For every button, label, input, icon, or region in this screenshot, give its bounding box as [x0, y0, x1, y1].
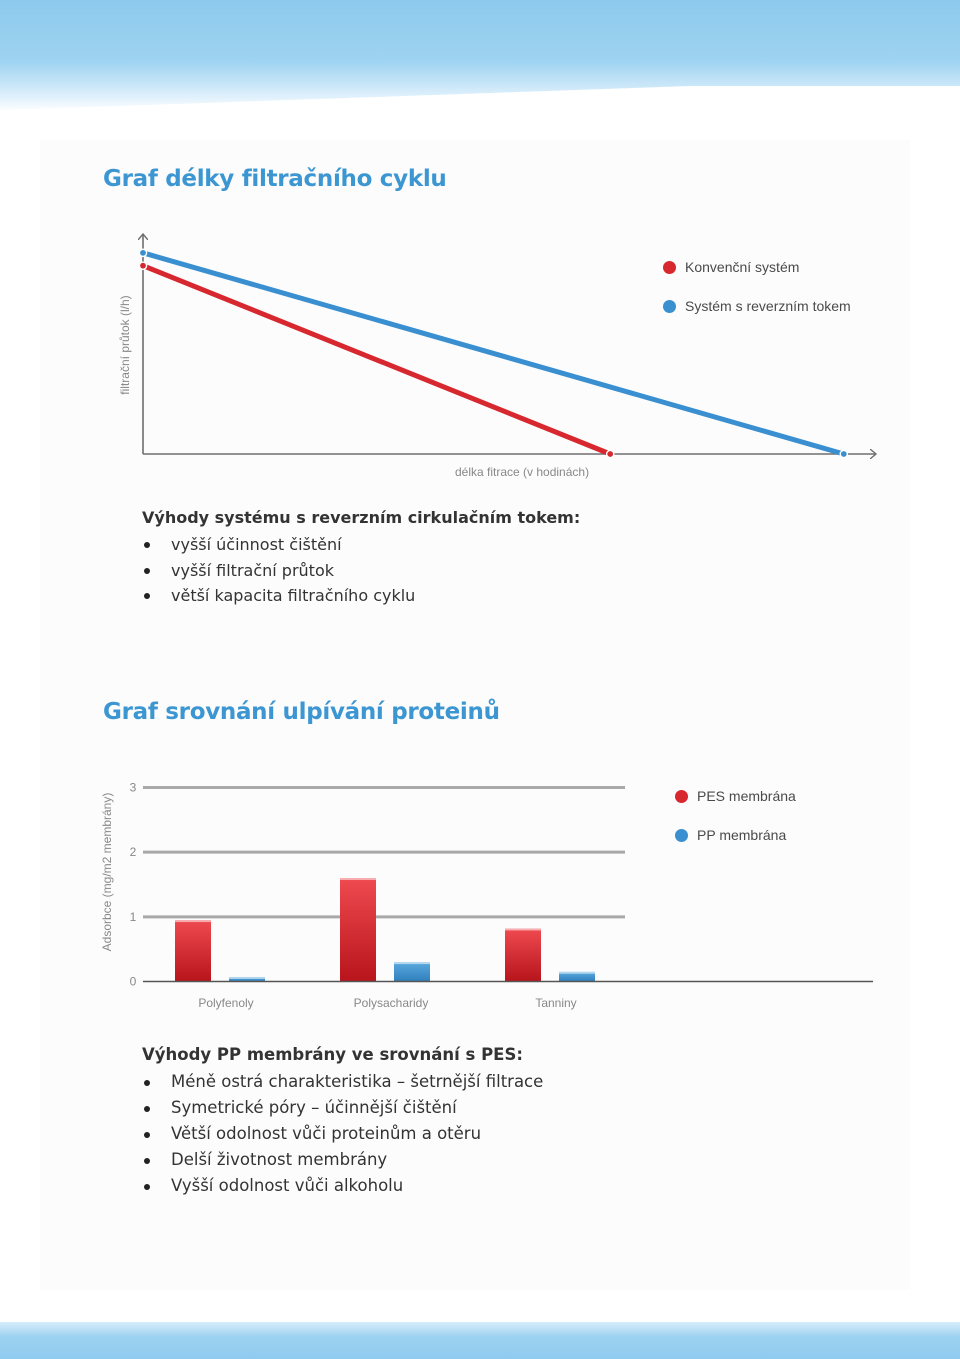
advantages-pp-membrane-list: [142, 1069, 543, 1199]
list-item: Méně ostrá charakteristika – šetrnější filtrace: [142, 1069, 543, 1095]
chart2-y-tick-label: 0: [129, 974, 137, 989]
chart1-data-point: [139, 262, 146, 269]
chart2-bar-highlight: [559, 972, 595, 974]
chart1-data-point: [139, 249, 146, 256]
red-dot-icon: [675, 790, 688, 803]
list-item: vyšší účinnost čištění: [142, 532, 580, 558]
legend-item-pp: [675, 825, 796, 845]
chart2-bar-pes: [340, 878, 376, 981]
advantages-pp-membrane-title: Výhody PP membrány ve srovnání s PES:: [142, 1045, 523, 1064]
list-item: Delší životnost membrány: [142, 1147, 543, 1173]
bottom-decorative-band: [0, 1322, 960, 1359]
chart2-y-tick-label: 2: [129, 845, 137, 860]
legend-item-pes: [675, 786, 796, 806]
chart2-bar-pp: [394, 962, 430, 981]
bar-chart: [0, 740, 960, 1030]
chart1-data-point: [840, 450, 847, 457]
chart2-y-axis-label: Adsorbce (mg/m2 membrány): [100, 792, 114, 952]
chart2-bar-pes: [175, 920, 211, 981]
chart2-category-label: Polyfenoly: [198, 996, 254, 1010]
chart2-bar-pes: [505, 928, 541, 981]
line-chart: [0, 0, 960, 500]
legend-label-pp: PP membrána: [697, 827, 787, 843]
chart2-bar-highlight: [505, 928, 541, 930]
red-dot-icon: [663, 261, 676, 274]
chart1-legend: [663, 257, 851, 335]
list-item: Vyšší odolnost vůči alkoholu: [142, 1173, 543, 1199]
chart1-title: Graf délky filtračního cyklu: [103, 166, 447, 192]
chart2-bar-highlight: [175, 920, 211, 922]
legend-label-pes: PES membrána: [697, 788, 796, 804]
advantages-reverse-flow: [142, 506, 580, 609]
legend-label-conventional: Konvenční systém: [685, 259, 800, 275]
chart2-bar-highlight: [229, 977, 265, 979]
chart2-legend: [675, 786, 796, 864]
list-item: větší kapacita filtračního cyklu: [142, 583, 580, 609]
legend-label-reverse-flow: Systém s reverzním tokem: [685, 298, 851, 314]
chart1-series-line-0: [143, 266, 610, 454]
chart2-category-label: Tanniny: [535, 996, 577, 1010]
chart2-bar-highlight: [394, 962, 430, 964]
list-item: Symetrické póry – účinnější čištění: [142, 1095, 543, 1121]
chart2-bar-highlight: [340, 878, 376, 880]
chart1-data-point: [607, 450, 614, 457]
chart1-y-axis-label: filtrační průtok (l/h): [118, 295, 132, 395]
chart2-y-tick-label: 1: [129, 909, 137, 924]
advantages-reverse-flow-title: Výhody systému s reverzním cirkulačním tokem:: [142, 508, 581, 527]
chart1-x-axis-label: délka fitrace (v hodinách): [455, 465, 590, 479]
list-item: Větší odolnost vůči proteinům a otěru: [142, 1121, 543, 1147]
blue-dot-icon: [663, 300, 676, 313]
list-item: vyšší filtrační průtok: [142, 558, 580, 584]
legend-item-reverse-flow: [663, 296, 851, 316]
blue-dot-icon: [675, 829, 688, 842]
advantages-pp-membrane: [142, 1043, 543, 1199]
chart2-category-label: Polysacharidy: [353, 996, 429, 1010]
chart2-y-tick-label: 3: [129, 780, 137, 795]
chart2-title: Graf srovnání ulpívání proteinů: [103, 699, 500, 725]
legend-item-conventional: [663, 257, 851, 277]
advantages-reverse-flow-list: [142, 532, 580, 609]
